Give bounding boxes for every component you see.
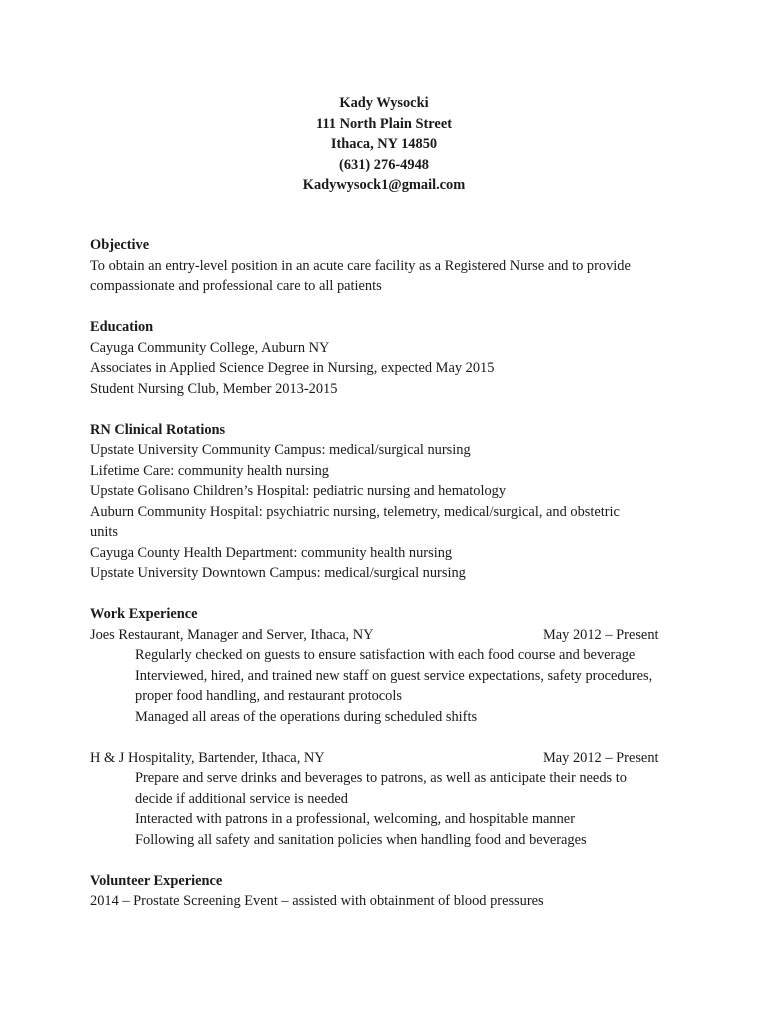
objective-line: compassionate and professional care to all patients <box>90 278 382 294</box>
rotation-line: Auburn Community Hospital: psychiatric nursing, telemetry, medical/surgical, and obstetric <box>90 503 620 520</box>
education-line: Associates in Applied Science Degree in Nursing, expected May 2015 <box>90 360 495 376</box>
city-state-zip: Ithaca, NY 14850 <box>330 136 438 152</box>
job-header <box>90 748 690 769</box>
work-section <box>90 604 690 850</box>
section-heading-rotations: RN Clinical Rotations <box>90 421 226 438</box>
phone-number: (631) 276-4948 <box>339 156 429 173</box>
job-entry <box>90 625 690 728</box>
section-heading-education: Education <box>90 319 154 335</box>
job-title: H & J Hospitality, Bartender, Ithaca, NY <box>90 749 325 766</box>
objective-section <box>90 235 690 297</box>
rotation-line: Upstate Golisano Children’s Hospital: pediatric nursing and hematology <box>90 483 507 499</box>
job-date: May 2012 – Present <box>543 749 659 766</box>
job-duty: Prepare and serve drinks and beverages to patrons, as well as anticipate their needs to <box>135 770 627 786</box>
job-duty: Regularly checked on guests to ensure satisfaction with each food course and beverage <box>135 647 636 663</box>
email-address: Kadywysock1@gmail.com <box>302 177 466 193</box>
job-duty: Interviewed, hired, and trained new staff on guest service expectations, safety procedures, <box>135 667 653 684</box>
street-address: 111 North Plain Street <box>315 115 453 132</box>
job-duty: decide if additional service is needed <box>135 790 348 807</box>
section-heading-volunteer: Volunteer Experience <box>90 872 223 889</box>
volunteer-line: 2014 – Prostate Screening Event – assisted with obtainment of blood pressures <box>90 893 544 909</box>
job-duty: Managed all areas of the operations during scheduled shifts <box>135 708 478 725</box>
resume-body <box>90 235 690 932</box>
rotations-section <box>90 420 690 584</box>
rotation-line: Lifetime Care: community health nursing <box>90 462 329 479</box>
education-line: Cayuga Community College, Auburn NY <box>90 339 330 356</box>
education-line: Student Nursing Club, Member 2013-2015 <box>90 380 338 397</box>
education-section <box>90 317 690 399</box>
objective-line: To obtain an entry-level position in an acute care facility as a Registered Nurse and to provide <box>90 257 631 274</box>
section-heading-work: Work Experience <box>90 606 198 622</box>
job-duty: proper food handling, and restaurant protocols <box>135 688 402 704</box>
section-heading-objective: Objective <box>90 237 150 253</box>
job-header <box>90 625 690 646</box>
job-title: Joes Restaurant, Manager and Server, Ithaca, NY <box>90 626 374 643</box>
job-date: May 2012 – Present <box>543 626 659 643</box>
rotation-line: units <box>90 524 118 540</box>
rotation-line: Upstate University Community Campus: medical/surgical nursing <box>90 442 471 458</box>
job-entry <box>90 748 690 851</box>
rotation-line: Upstate University Downtown Campus: medical/surgical nursing <box>90 565 466 581</box>
job-duty: Following all safety and sanitation policies when handling food and beverages <box>135 831 587 848</box>
volunteer-section <box>90 871 690 912</box>
job-duty: Interacted with patrons in a professional, welcoming, and hospitable manner <box>135 811 575 827</box>
rotation-line: Cayuga County Health Department: community health nursing <box>90 544 453 561</box>
applicant-name: Kady Wysocki <box>339 95 429 111</box>
contact-header <box>0 93 768 196</box>
